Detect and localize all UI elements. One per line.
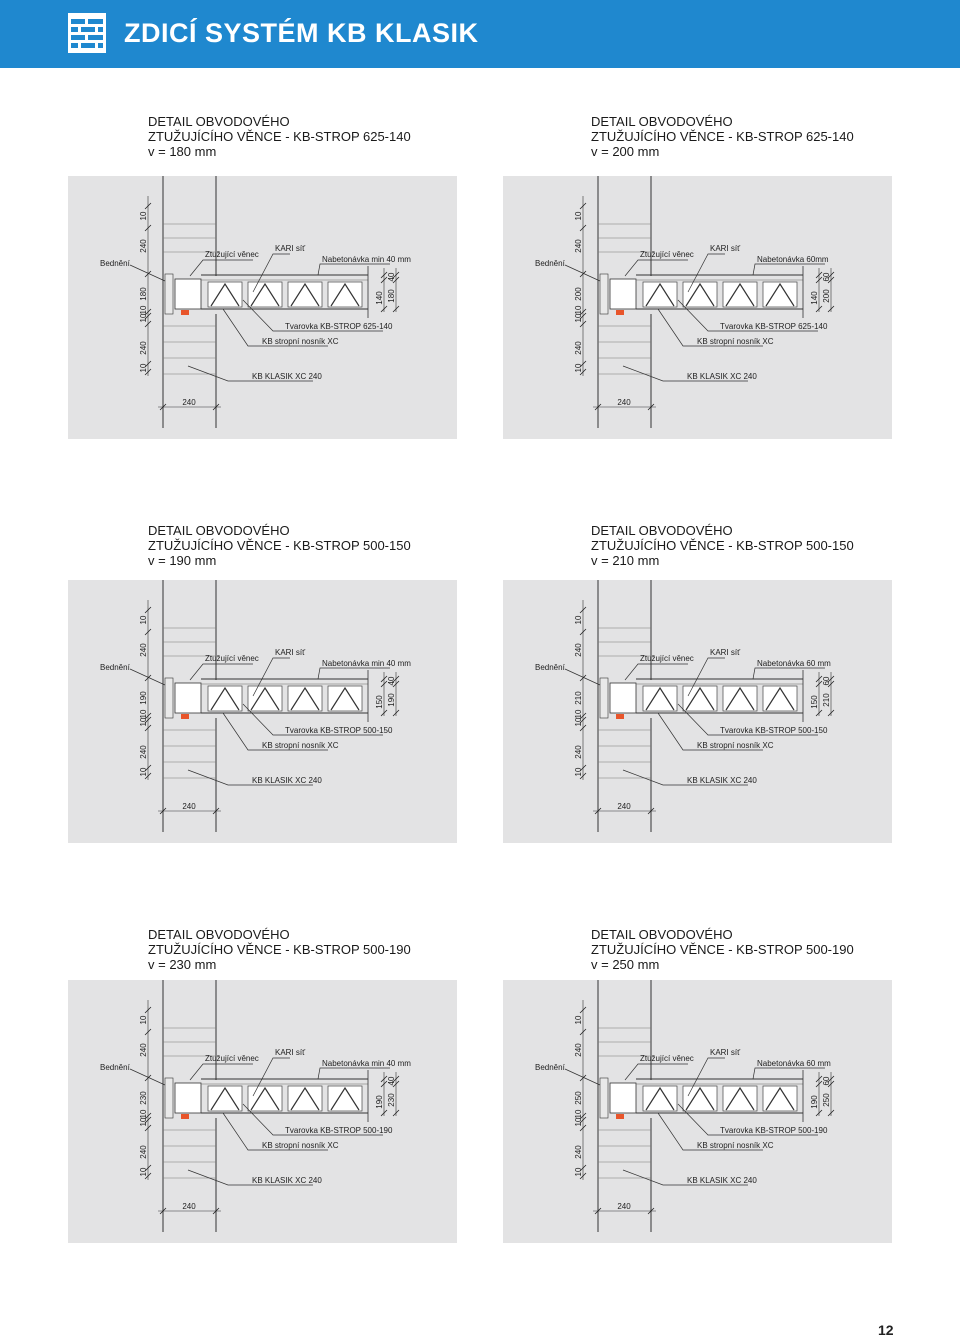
- wall-block-label: KB KLASIK XC 240: [252, 1176, 322, 1185]
- dimension-label: 180: [139, 287, 148, 301]
- leader-line: [753, 668, 825, 679]
- page-title: ZDICÍ SYSTÉM KB KLASIK: [124, 18, 479, 48]
- detail-caption: [148, 114, 411, 159]
- dimension-label: 150: [375, 695, 384, 709]
- formwork-board: [165, 1078, 173, 1118]
- detail-caption: [591, 114, 854, 159]
- leader-line: [625, 664, 688, 680]
- dimension-label: 240: [139, 643, 148, 657]
- dimension-label: 240: [139, 239, 148, 253]
- ceiling-block-label: Tvarovka KB-STROP 500-150: [285, 726, 393, 735]
- ceiling-block-label: Tvarovka KB-STROP 500-190: [720, 1126, 828, 1135]
- beam-label: KB stropní nosník XC: [697, 337, 774, 346]
- detail-drawing: [503, 580, 892, 843]
- dimension-label: 190: [139, 691, 148, 705]
- ceiling-block-label: Tvarovka KB-STROP 625-140: [285, 322, 393, 331]
- dimension-label: 240: [574, 1145, 583, 1159]
- brick-wall-logo-icon: [68, 13, 106, 53]
- kari-mesh-label: KARI síť: [275, 244, 306, 253]
- ring-beam-label: Ztužující věnec: [205, 1054, 259, 1063]
- dimension-label: 250: [574, 1091, 583, 1105]
- leader-line: [130, 669, 165, 685]
- leader-line: [318, 668, 390, 679]
- dimension-label: 150: [810, 695, 819, 709]
- dimension-label: 60: [822, 1076, 831, 1086]
- leader-line: [318, 1068, 390, 1079]
- leader-line: [753, 264, 825, 275]
- formwork-board: [600, 678, 608, 718]
- beam-label: KB stropní nosník XC: [262, 1141, 339, 1150]
- caption-line: v = 230 mm: [148, 957, 217, 972]
- kari-mesh-label: KARI síť: [710, 244, 741, 253]
- caption-line: v = 190 mm: [148, 553, 217, 568]
- dimension-label: 60: [822, 676, 831, 686]
- dimension-label: 190: [810, 1095, 819, 1109]
- caption-line: ZTUŽUJÍCÍHO VĚNCE - KB-STROP 500-150: [148, 538, 411, 553]
- width-dimension-label: 240: [182, 802, 196, 811]
- width-dimension-label: 240: [182, 398, 196, 407]
- dimension-label: 10: [574, 363, 583, 373]
- beam-label: KB stropní nosník XC: [697, 1141, 774, 1150]
- ceiling-block-label: Tvarovka KB-STROP 500-150: [720, 726, 828, 735]
- dimension-label: 10: [574, 1015, 583, 1025]
- dimension-label: 180: [387, 289, 396, 303]
- wall-block-label: KB KLASIK XC 240: [252, 776, 322, 785]
- wall-block-label: KB KLASIK XC 240: [687, 776, 757, 785]
- leader-line: [190, 1064, 253, 1080]
- dimension-label: 190: [387, 693, 396, 707]
- dimension-label: 10: [139, 313, 148, 323]
- topping-label: Nabetonávka 60 mm: [757, 659, 831, 668]
- leader-line: [625, 1064, 688, 1080]
- leader-line: [565, 265, 600, 281]
- formwork-label: Bednění: [535, 663, 565, 672]
- formwork-label: Bednění: [535, 259, 565, 268]
- width-dimension-label: 240: [617, 802, 631, 811]
- insulation-block: [175, 279, 201, 309]
- leader-line: [318, 264, 390, 275]
- dimension-label: 210: [822, 693, 831, 707]
- dimension-label: 10: [139, 1109, 148, 1119]
- detail-drawing: [68, 176, 457, 439]
- dimension-label: 10: [139, 305, 148, 315]
- insulation-block: [175, 1083, 201, 1113]
- dimension-label: 240: [139, 1043, 148, 1057]
- dimension-label: 240: [139, 1145, 148, 1159]
- width-dimension-label: 240: [617, 398, 631, 407]
- caption-line: DETAIL OBVODOVÉHO: [591, 523, 733, 538]
- caption-line: v = 250 mm: [591, 957, 660, 972]
- dimension-label: 240: [574, 745, 583, 759]
- topping-label: Nabetonávka min 40 mm: [322, 659, 411, 668]
- wall-block-label: KB KLASIK XC 240: [687, 372, 757, 381]
- dimension-label: 10: [574, 717, 583, 727]
- detail-svg: [68, 580, 457, 843]
- dimension-label: 10: [139, 717, 148, 727]
- dimension-label: 10: [574, 709, 583, 719]
- formwork-label: Bednění: [100, 663, 130, 672]
- detail-caption: [591, 523, 854, 568]
- rim-strip: [616, 1114, 624, 1119]
- detail-svg: [503, 980, 892, 1243]
- dimension-label: 10: [574, 305, 583, 315]
- formwork-board: [600, 274, 608, 314]
- detail-caption: [148, 927, 411, 972]
- ring-beam-label: Ztužující věnec: [205, 654, 259, 663]
- detail-svg: [68, 980, 457, 1243]
- dimension-label: 10: [574, 615, 583, 625]
- leader-line: [565, 669, 600, 685]
- detail-drawing: [503, 980, 892, 1243]
- dimension-label: 200: [822, 289, 831, 303]
- insulation-block: [610, 279, 636, 309]
- caption-line: ZTUŽUJÍCÍHO VĚNCE - KB-STROP 500-190: [591, 942, 854, 957]
- formwork-board: [165, 678, 173, 718]
- dimension-label: 60: [822, 272, 831, 282]
- dimension-label: 10: [139, 1015, 148, 1025]
- dimension-label: 250: [822, 1093, 831, 1107]
- dimension-label: 40: [387, 1076, 396, 1086]
- dimension-label: 230: [139, 1091, 148, 1105]
- width-dimension-label: 240: [182, 1202, 196, 1211]
- ring-beam-label: Ztužující věnec: [640, 654, 694, 663]
- dimension-label: 10: [139, 211, 148, 221]
- caption-line: v = 210 mm: [591, 553, 660, 568]
- rim-strip: [616, 714, 624, 719]
- detail-drawing: [503, 176, 892, 439]
- caption-line: ZTUŽUJÍCÍHO VĚNCE - KB-STROP 500-190: [148, 942, 411, 957]
- width-dimension-label: 240: [617, 1202, 631, 1211]
- ceiling-block-label: Tvarovka KB-STROP 625-140: [720, 322, 828, 331]
- caption-line: v = 200 mm: [591, 144, 660, 159]
- formwork-board: [165, 274, 173, 314]
- caption-line: DETAIL OBVODOVÉHO: [148, 114, 290, 129]
- dimension-label: 10: [139, 615, 148, 625]
- dimension-label: 210: [574, 691, 583, 705]
- dimension-label: 140: [375, 291, 384, 305]
- dimension-label: 10: [139, 1167, 148, 1177]
- detail-svg: [503, 580, 892, 843]
- caption-line: ZTUŽUJÍCÍHO VĚNCE - KB-STROP 625-140: [591, 129, 854, 144]
- topping-label: Nabetonávka min 40 mm: [322, 1059, 411, 1068]
- dimension-label: 10: [574, 313, 583, 323]
- rim-strip: [181, 714, 189, 719]
- topping-label: Nabetonávka min 40 mm: [322, 255, 411, 264]
- dimension-label: 10: [574, 1117, 583, 1127]
- dimension-label: 10: [139, 1117, 148, 1127]
- rim-strip: [181, 1114, 189, 1119]
- caption-line: DETAIL OBVODOVÉHO: [148, 927, 290, 942]
- rim-strip: [616, 310, 624, 315]
- dimension-label: 240: [139, 341, 148, 355]
- leader-line: [565, 1069, 600, 1085]
- leader-line: [625, 260, 688, 276]
- leader-line: [190, 260, 253, 276]
- dimension-label: 10: [139, 767, 148, 777]
- page-number: 12: [878, 1322, 894, 1338]
- dimension-label: 10: [574, 767, 583, 777]
- caption-line: DETAIL OBVODOVÉHO: [591, 114, 733, 129]
- ceiling-block-label: Tvarovka KB-STROP 500-190: [285, 1126, 393, 1135]
- formwork-label: Bednění: [100, 259, 130, 268]
- dimension-label: 240: [139, 745, 148, 759]
- detail-caption: [148, 523, 411, 568]
- rim-strip: [181, 310, 189, 315]
- caption-line: DETAIL OBVODOVÉHO: [148, 523, 290, 538]
- beam-label: KB stropní nosník XC: [262, 741, 339, 750]
- leader-line: [130, 265, 165, 281]
- dimension-label: 200: [574, 287, 583, 301]
- dimension-label: 40: [387, 676, 396, 686]
- dimension-label: 230: [387, 1093, 396, 1107]
- kari-mesh-label: KARI síť: [710, 1048, 741, 1057]
- formwork-board: [600, 1078, 608, 1118]
- insulation-block: [175, 683, 201, 713]
- formwork-label: Bednění: [535, 1063, 565, 1072]
- dimension-label: 10: [574, 1109, 583, 1119]
- dimension-label: 10: [574, 1167, 583, 1177]
- formwork-label: Bednění: [100, 1063, 130, 1072]
- leader-line: [190, 664, 253, 680]
- insulation-block: [610, 683, 636, 713]
- topping-label: Nabetonávka 60 mm: [757, 1059, 831, 1068]
- insulation-block: [610, 1083, 636, 1113]
- dimension-label: 10: [574, 211, 583, 221]
- beam-label: KB stropní nosník XC: [697, 741, 774, 750]
- wall-block-label: KB KLASIK XC 240: [687, 1176, 757, 1185]
- wall-block-label: KB KLASIK XC 240: [252, 372, 322, 381]
- dimension-label: 140: [810, 291, 819, 305]
- page-header: [0, 0, 960, 68]
- leader-line: [753, 1068, 825, 1079]
- kari-mesh-label: KARI síť: [275, 1048, 306, 1057]
- caption-line: v = 180 mm: [148, 144, 217, 159]
- dimension-label: 240: [574, 341, 583, 355]
- detail-caption: [591, 927, 854, 972]
- ring-beam-label: Ztužující věnec: [205, 250, 259, 259]
- dimension-label: 10: [139, 363, 148, 373]
- ring-beam-label: Ztužující věnec: [640, 250, 694, 259]
- caption-line: ZTUŽUJÍCÍHO VĚNCE - KB-STROP 500-150: [591, 538, 854, 553]
- dimension-label: 10: [139, 709, 148, 719]
- topping-label: Nabetonávka 60mm: [757, 255, 829, 264]
- detail-svg: [503, 176, 892, 439]
- detail-drawing: [68, 580, 457, 843]
- detail-svg: [68, 176, 457, 439]
- dimension-label: 240: [574, 643, 583, 657]
- caption-line: ZTUŽUJÍCÍHO VĚNCE - KB-STROP 625-140: [148, 129, 411, 144]
- dimension-label: 240: [574, 1043, 583, 1057]
- ring-beam-label: Ztužující věnec: [640, 1054, 694, 1063]
- caption-line: DETAIL OBVODOVÉHO: [591, 927, 733, 942]
- leader-line: [130, 1069, 165, 1085]
- kari-mesh-label: KARI síť: [275, 648, 306, 657]
- kari-mesh-label: KARI síť: [710, 648, 741, 657]
- beam-label: KB stropní nosník XC: [262, 337, 339, 346]
- dimension-label: 240: [574, 239, 583, 253]
- detail-drawing: [68, 980, 457, 1243]
- dimension-label: 190: [375, 1095, 384, 1109]
- dimension-label: 40: [387, 272, 396, 282]
